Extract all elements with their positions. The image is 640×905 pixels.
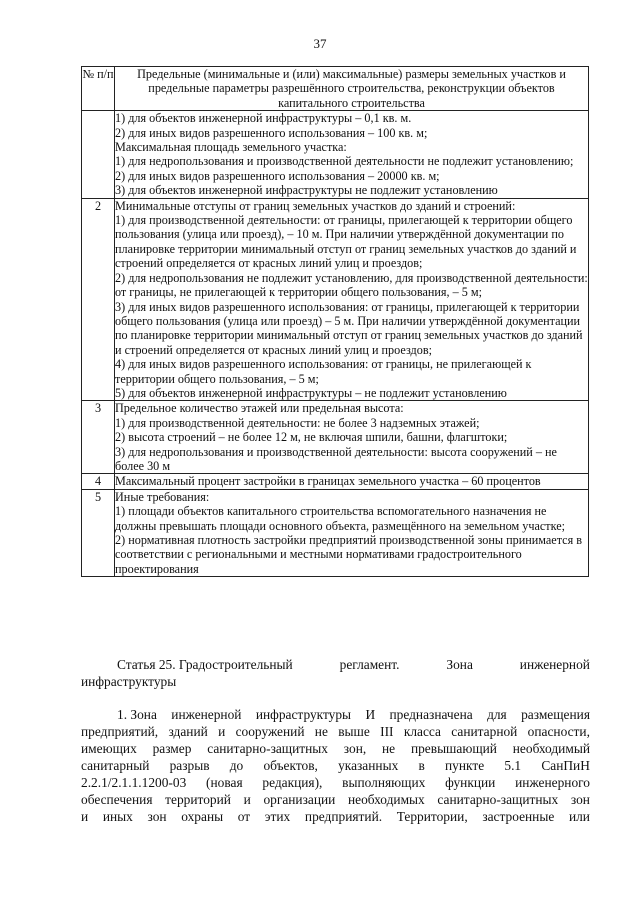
paragraph-word: редакция), <box>262 775 323 790</box>
paragraph-word: и <box>218 724 226 739</box>
table-row <box>82 474 589 489</box>
paragraph-word: не <box>382 741 396 756</box>
paragraph-word: опасности, <box>527 724 590 739</box>
row-text-line: 1) площади объектов капитального строительства вспомогательного назначения не должны превышать площади основного объекта, размещённого на земельном участке; <box>115 504 566 533</box>
page-number: 37 <box>313 36 327 51</box>
paragraph-word: в <box>418 758 425 773</box>
paragraph-word: от <box>237 809 251 824</box>
paragraph-line <box>81 723 590 740</box>
paragraph-word: и <box>243 792 251 807</box>
paragraph-word: или <box>568 809 590 824</box>
paragraph-word: не <box>314 724 328 739</box>
paragraph-word: размер <box>152 741 192 756</box>
paragraph-word: необходимых <box>348 792 425 807</box>
paragraph-word: указанных <box>338 758 399 773</box>
row-number: 3 <box>82 401 115 474</box>
paragraph-line <box>81 740 590 757</box>
row-text <box>115 401 589 474</box>
article-heading-word: регламент. <box>339 657 400 672</box>
paragraph-word: зон <box>570 792 590 807</box>
row-number: 4 <box>82 474 115 489</box>
row-text-line: 1) для производственной деятельности: от границы, прилегающей к территории общего пользования (улица или проезд), – 10 м. При наличии утверждённой документации по планировке территории минимальный отступ от границ земельных участков до зданий и строений определяется от красных линий улиц и проездов; <box>115 213 577 271</box>
row-text-line: 2) высота строений – не более 12 м, не включая шпили, башни, флагштоки; <box>115 430 508 445</box>
paragraph-word: класса <box>403 724 441 739</box>
paragraph-word: функции <box>445 775 496 790</box>
row-text-line: 1) для производственной деятельности: не более 3 надземных этажей; <box>115 415 480 430</box>
paragraph-line <box>81 791 590 808</box>
paragraph-word: Территории, <box>396 809 468 824</box>
table-header-row <box>82 67 589 111</box>
paragraph-word: пункте <box>445 758 485 773</box>
paragraph-word: зон <box>147 809 167 824</box>
paragraph-line <box>81 774 590 791</box>
paragraph-word: 2.2.1/2.1.1.1200-03 <box>81 775 187 790</box>
body-paragraph <box>81 706 590 825</box>
paragraph-line <box>81 757 590 774</box>
paragraph-word: И <box>365 707 376 722</box>
row-text-line: 5) для объектов инженерной инфраструктуры – не подлежит установлению <box>115 385 507 400</box>
row-text <box>115 198 589 401</box>
paragraph-word: зданий <box>168 724 208 739</box>
row-text-line: 4) для иных видов разрешенного использования: от границы, не прилегающей к территории общего пользования, – 5 м; <box>115 357 532 386</box>
paragraph-word: сооружений <box>235 724 305 739</box>
row-text-line: 3) для недропользования и производственной деятельности: высота сооружений – не более 30 м <box>115 444 557 473</box>
paragraph-word: санитарно-защитных <box>207 741 328 756</box>
paragraph-line <box>81 808 590 825</box>
table-row <box>82 489 589 576</box>
paragraph-word: этих <box>264 809 291 824</box>
paragraph-word: разрыв <box>169 758 210 773</box>
column-header-number: № п/п <box>82 67 115 111</box>
article-heading <box>81 656 590 690</box>
row-text-line: 3) для иных видов разрешенного использования: от границы, прилегающей к территории общего пользования (улица или проезд) – 5 м. При наличии утверждённой документации по планировке территории минимальный отступ от границ земельных участков до зданий и строений определяется от красных линий улиц и проездов; <box>115 299 583 357</box>
article-heading-line-2: инфраструктуры <box>81 674 177 689</box>
paragraph-word: обеспечения <box>81 792 153 807</box>
paragraph-word: инженерного <box>515 775 590 790</box>
row-text <box>115 111 589 198</box>
paragraph-word: инфраструктуры <box>255 707 352 722</box>
paragraph-word: предприятий, <box>81 724 159 739</box>
row-text-line: Иные требования: <box>115 489 210 504</box>
paragraph-word: организации <box>263 792 336 807</box>
row-text-line: 2) для иных видов разрешенного использования – 20000 кв. м; <box>115 168 440 183</box>
paragraph-word: санитарный <box>81 758 150 773</box>
paragraph-word: для <box>487 707 507 722</box>
paragraph-word: до <box>229 758 244 773</box>
article-heading-word: Зона <box>446 657 473 672</box>
paragraph-word: предприятий. <box>304 809 383 824</box>
paragraph-word: инженерной <box>171 707 242 722</box>
paragraph-word: (новая <box>206 775 243 790</box>
paragraph-word: III <box>380 724 394 739</box>
paragraph-word: объектов, <box>263 758 318 773</box>
paragraph-word: предназначена <box>389 707 473 722</box>
paragraph-word: выше <box>338 724 370 739</box>
paragraph-word: и <box>81 809 89 824</box>
table-row <box>82 111 589 198</box>
row-text <box>115 474 589 489</box>
paragraph-word: зон, <box>343 741 367 756</box>
row-number <box>82 111 115 198</box>
row-text-line: Минимальные отступы от границ земельных участков до зданий и строений: <box>115 198 516 213</box>
row-text-line: 3) для объектов инженерной инфраструктуры не подлежит установлению <box>115 183 498 198</box>
paragraph-word: застроенные <box>482 809 555 824</box>
row-text-line: Максимальная площадь земельного участка: <box>115 140 347 155</box>
column-header-parameters: Предельные (минимальные и (или) максимальные) размеры земельных участков и предельные параметры разрешённого строительства, реконструкции объектов капитального строительства <box>115 67 589 111</box>
paragraph-word: СанПиН <box>541 758 590 773</box>
paragraph-word: иных <box>102 809 133 824</box>
paragraph-word: необходимый <box>512 741 590 756</box>
article-heading-word: инженерной <box>519 657 590 672</box>
paragraph-line <box>81 706 590 723</box>
row-number: 5 <box>82 489 115 576</box>
table-row <box>82 198 589 401</box>
row-text-line: Предельное количество этажей или предельная высота: <box>115 401 404 416</box>
paragraph-word: санитарно-защитных <box>437 792 559 807</box>
paragraph-word: санитарной <box>451 724 518 739</box>
row-text-line: 1) для недропользования и производственной деятельности не подлежит установлению; <box>115 154 574 169</box>
paragraph-word: 1. Зона <box>117 707 157 722</box>
paragraph-word: размещения <box>521 707 590 722</box>
row-text-line: 1) для объектов инженерной инфраструктуры – 0,1 кв. м. <box>115 111 412 126</box>
row-text <box>115 489 589 576</box>
paragraph-word: охраны <box>181 809 224 824</box>
paragraph-word: территорий <box>165 792 231 807</box>
row-text-line: 2) нормативная плотность застройки предприятий производственной зоны принимается в соответствии с региональными и местными нормативами градостроительного проектирования <box>115 533 583 576</box>
paragraph-word: имеющих <box>81 741 137 756</box>
row-text-line: 2) для недропользования не подлежит установлению, для производственной деятельности: от границы, не прилегающей к территории общего пользования, – 5 м; <box>115 270 588 300</box>
article-heading-word: Статья 25. Градостроительный <box>117 657 293 672</box>
paragraph-word: выполняющих <box>342 775 426 790</box>
regulation-table <box>81 66 589 577</box>
row-text-line: 2) для иных видов разрешенного использования – 100 кв. м; <box>115 125 428 140</box>
article-heading-line-1 <box>81 656 590 673</box>
row-number: 2 <box>82 198 115 401</box>
table-row <box>82 401 589 474</box>
row-text-line: Максимальный процент застройки в границах земельного участка – 60 процентов <box>115 474 541 489</box>
paragraph-word: 5.1 <box>504 758 522 773</box>
paragraph-word: превышающий <box>410 741 497 756</box>
